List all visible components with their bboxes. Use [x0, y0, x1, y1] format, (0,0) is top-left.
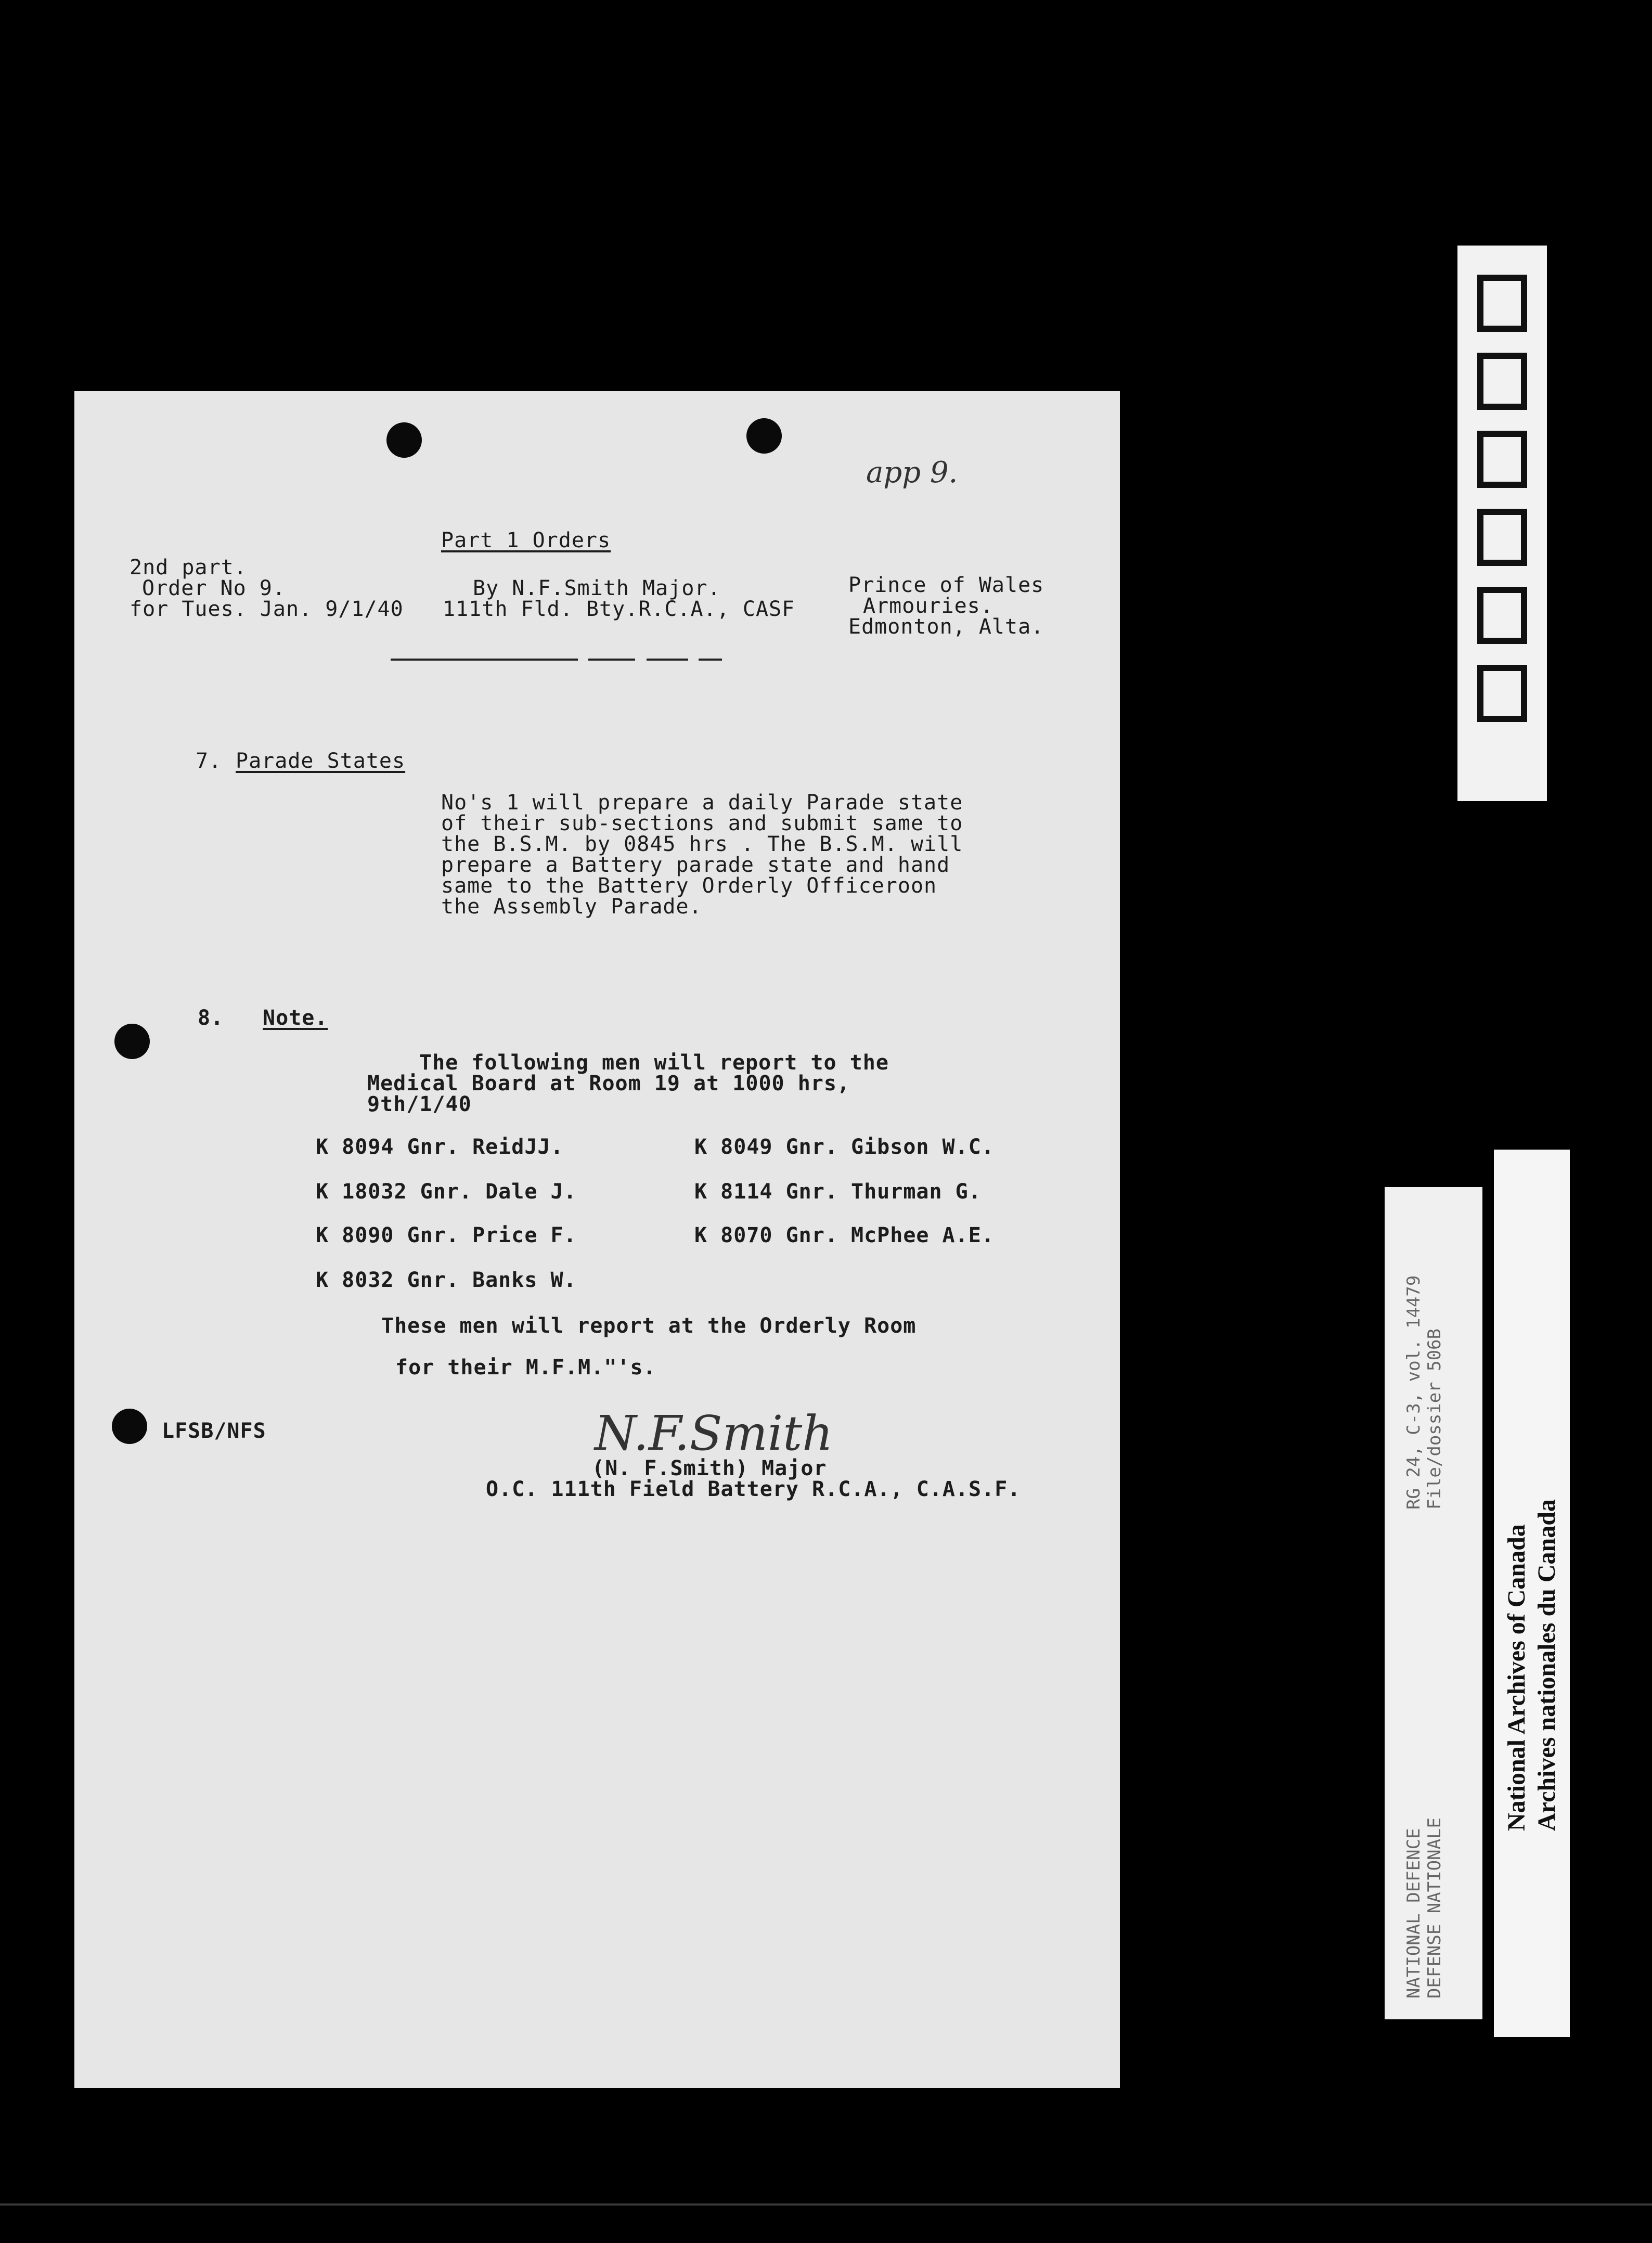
section-8-intro-line: 9th/1/40 [367, 1092, 472, 1116]
roster-left-entry: K 8094 Gnr. ReidJJ. [316, 1135, 564, 1159]
document-page [74, 391, 1120, 2088]
header-divider-dash-1 [588, 659, 635, 661]
roster-right-entry: K 8070 Gnr. McPhee A.E. [694, 1223, 995, 1247]
signer-title: O.C. 111th Field Battery R.C.A., C.A.S.F. [486, 1477, 1021, 1501]
section-7-line: the Assembly Parade. [441, 895, 702, 919]
section-8-number: 8. [198, 1006, 224, 1030]
stamp-digit [1477, 431, 1527, 488]
header-center-line-2: 111th Fld. Bty.R.C.A., CASF [443, 597, 795, 621]
roster-left-entry: K 8032 Gnr. Banks W. [316, 1268, 577, 1292]
punch-hole-bottom-left [112, 1409, 147, 1444]
section-7-line: No's 1 will prepare a daily Parade state [441, 791, 963, 815]
header-right-line-3: Edmonton, Alta. [848, 615, 1044, 639]
section-7-number: 7. [196, 749, 222, 773]
stamp-digit [1477, 353, 1527, 410]
header-divider-dash-3 [699, 659, 722, 661]
frame-number-stamp [1457, 246, 1547, 801]
closing-line: for their M.F.M."'s. [395, 1356, 656, 1380]
archive-label-english: National Archives of Canada [1503, 1524, 1530, 1831]
typist-initials: LFSB/NFS [162, 1419, 266, 1443]
reference-line-1: RG 24, C-3, vol. 14479 [1403, 1275, 1424, 1510]
closing-line: These men will report at the Orderly Room [381, 1314, 917, 1338]
punch-hole-side [114, 1024, 150, 1059]
reference-line-2: File/dossier 506B [1424, 1329, 1445, 1510]
header-left-line-1: 2nd part. [130, 556, 247, 579]
header-left-line-3: for Tues. Jan. 9/1/40 [130, 597, 404, 621]
roster-left-entry: K 18032 Gnr. Dale J. [316, 1180, 577, 1204]
roster-right-entry: K 8114 Gnr. Thurman G. [694, 1180, 982, 1204]
reference-strip [1385, 1187, 1482, 2019]
stamp-digit [1477, 275, 1527, 332]
section-7-heading: Parade States [236, 749, 406, 773]
header-divider [391, 659, 578, 661]
section-8-heading: Note. [263, 1006, 328, 1030]
punch-hole-top-left [386, 422, 422, 458]
reference-line-4: DEFENSE NATIONALE [1424, 1817, 1445, 1999]
section-8-intro-line: Medical Board at Room 19 at 1000 hrs, [367, 1072, 850, 1095]
header-right-line-2: Armouries. [863, 594, 993, 618]
punch-hole-top-right [746, 418, 782, 454]
handwritten-annotation: app 9. [866, 456, 958, 489]
header-divider-dash-2 [647, 659, 688, 661]
header-left-line-2: Order No 9. [142, 576, 286, 600]
roster-right-entry: K 8049 Gnr. Gibson W.C. [694, 1135, 995, 1159]
archive-label-french: Archives nationales du Canada [1533, 1499, 1560, 1831]
signature: N.F.Smith [595, 1406, 833, 1461]
document-title: Part 1 Orders [441, 528, 611, 552]
reference-line-3: NATIONAL DEFENCE [1403, 1828, 1424, 1999]
header-right-line-1: Prince of Wales [848, 573, 1044, 597]
archive-label [1494, 1150, 1570, 2037]
scan-edge-line [0, 2203, 1652, 2206]
header-center-line-1: By N.F.Smith Major. [473, 576, 721, 600]
section-8-intro-line: The following men will report to the [419, 1051, 889, 1075]
section-7-line: same to the Battery Orderly Officeroon [441, 874, 937, 898]
section-7-line: prepare a Battery parade state and hand [441, 853, 950, 877]
section-7-line: the B.S.M. by 0845 hrs . The B.S.M. will [441, 832, 963, 856]
roster-left-entry: K 8090 Gnr. Price F. [316, 1223, 577, 1247]
section-7-line: of their sub-sections and submit same to [441, 811, 963, 835]
signer-name: (N. F.Smith) Major [592, 1456, 827, 1480]
